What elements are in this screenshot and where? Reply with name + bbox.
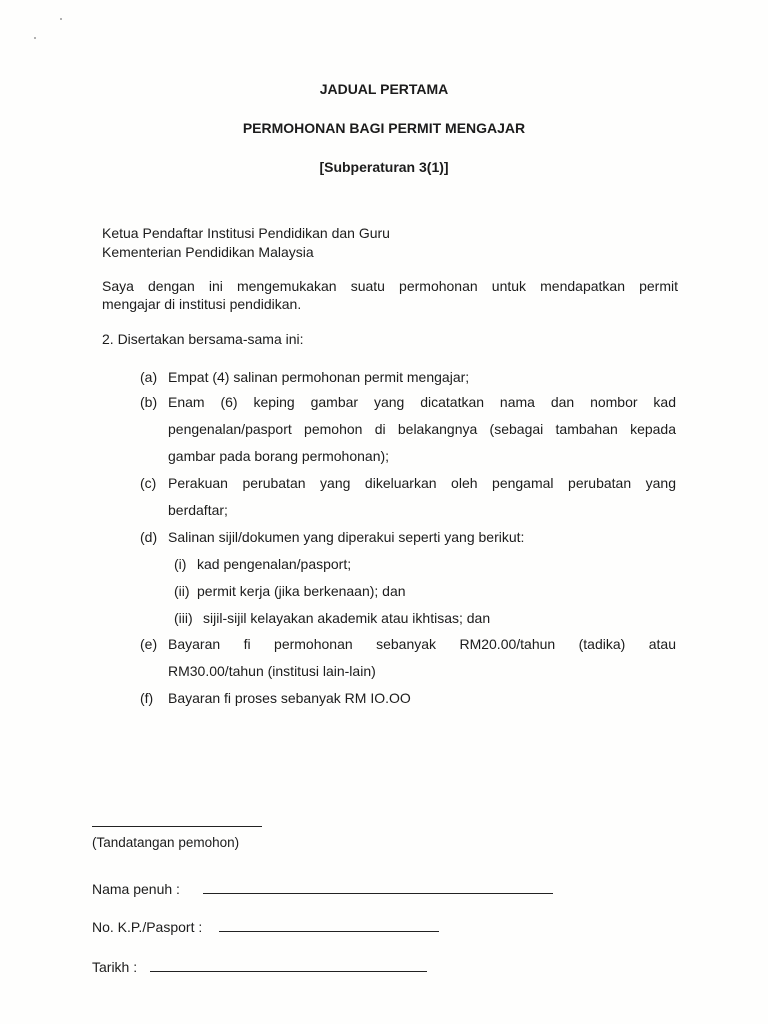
item-b-line-1: Enam (6) keping gambar yang dicatatkan nama dan nombor kad [168, 394, 676, 410]
item-e-line-2: RM30.00/tahun (institusi lain-lain) [168, 663, 376, 679]
regulation-reference: [Subperaturan 3(1)] [319, 159, 449, 175]
intro-line-1: Saya dengan ini mengemukakan suatu permohonan untuk mendapatkan permit [102, 278, 678, 294]
item-f-marker: (f) [140, 690, 154, 706]
item-f-text: Bayaran fi proses sebanyak RM IO.OO [168, 690, 411, 706]
item-a-text: Empat (4) salinan permohonan permit mengajar; [168, 369, 470, 385]
scan-speck [60, 18, 62, 20]
item-e-line-1: Bayaran fi permohonan sebanyak RM20.00/tahun (tadika) atau [168, 636, 676, 652]
intro-line-2: mengajar di institusi pendidikan. [102, 296, 302, 312]
full-name-field-line [203, 893, 553, 894]
date-field-line [150, 971, 427, 972]
item-b-marker: (b) [140, 394, 158, 410]
section-2-heading: 2. Disertakan bersama-sama ini: [102, 331, 304, 347]
item-d-ii-text: permit kerja (jika berkenaan); dan [197, 583, 406, 599]
item-c-marker: (c) [140, 475, 157, 491]
date-label: Tarikh : [92, 959, 138, 975]
item-c-line-1: Perakuan perubatan yang dikeluarkan oleh pengamal perubatan yang [168, 475, 676, 491]
item-b-line-2: pengenalan/pasport pemohon di belakangnya (sebagai tambahan kepada [168, 421, 676, 437]
item-d-iii-text: sijil-sijil kelayakan akademik atau ikhtisas; dan [203, 610, 491, 626]
item-c-line-2: berdaftar; [168, 502, 228, 518]
item-d-i-text: kad pengenalan/pasport; [197, 556, 352, 572]
scan-speck [34, 37, 36, 39]
item-d-iii-marker: (iii) [174, 610, 193, 626]
ic-passport-field-line [219, 931, 439, 932]
item-d-marker: (d) [140, 529, 158, 545]
item-d-ii-marker: (ii) [174, 583, 190, 599]
full-name-label: Nama penuh : [92, 881, 180, 897]
form-title: PERMOHONAN BAGI PERMIT MENGAJAR [242, 120, 526, 136]
schedule-title: JADUAL PERTAMA [319, 81, 449, 97]
addressee-line-2: Kementerian Pendidikan Malaysia [102, 244, 314, 260]
addressee-line-1: Ketua Pendaftar Institusi Pendidikan dan Guru [102, 225, 390, 241]
item-e-marker: (e) [140, 636, 158, 652]
item-d-text: Salinan sijil/dokumen yang diperakui seperti yang berikut: [168, 529, 525, 545]
item-b-line-3: gambar pada borang permohonan); [168, 448, 390, 464]
signature-line [92, 826, 262, 827]
ic-passport-label: No. K.P./Pasport : [92, 919, 203, 935]
signature-caption: (Tandatangan pemohon) [92, 835, 240, 850]
item-d-i-marker: (i) [174, 556, 187, 572]
item-a-marker: (a) [140, 369, 158, 385]
